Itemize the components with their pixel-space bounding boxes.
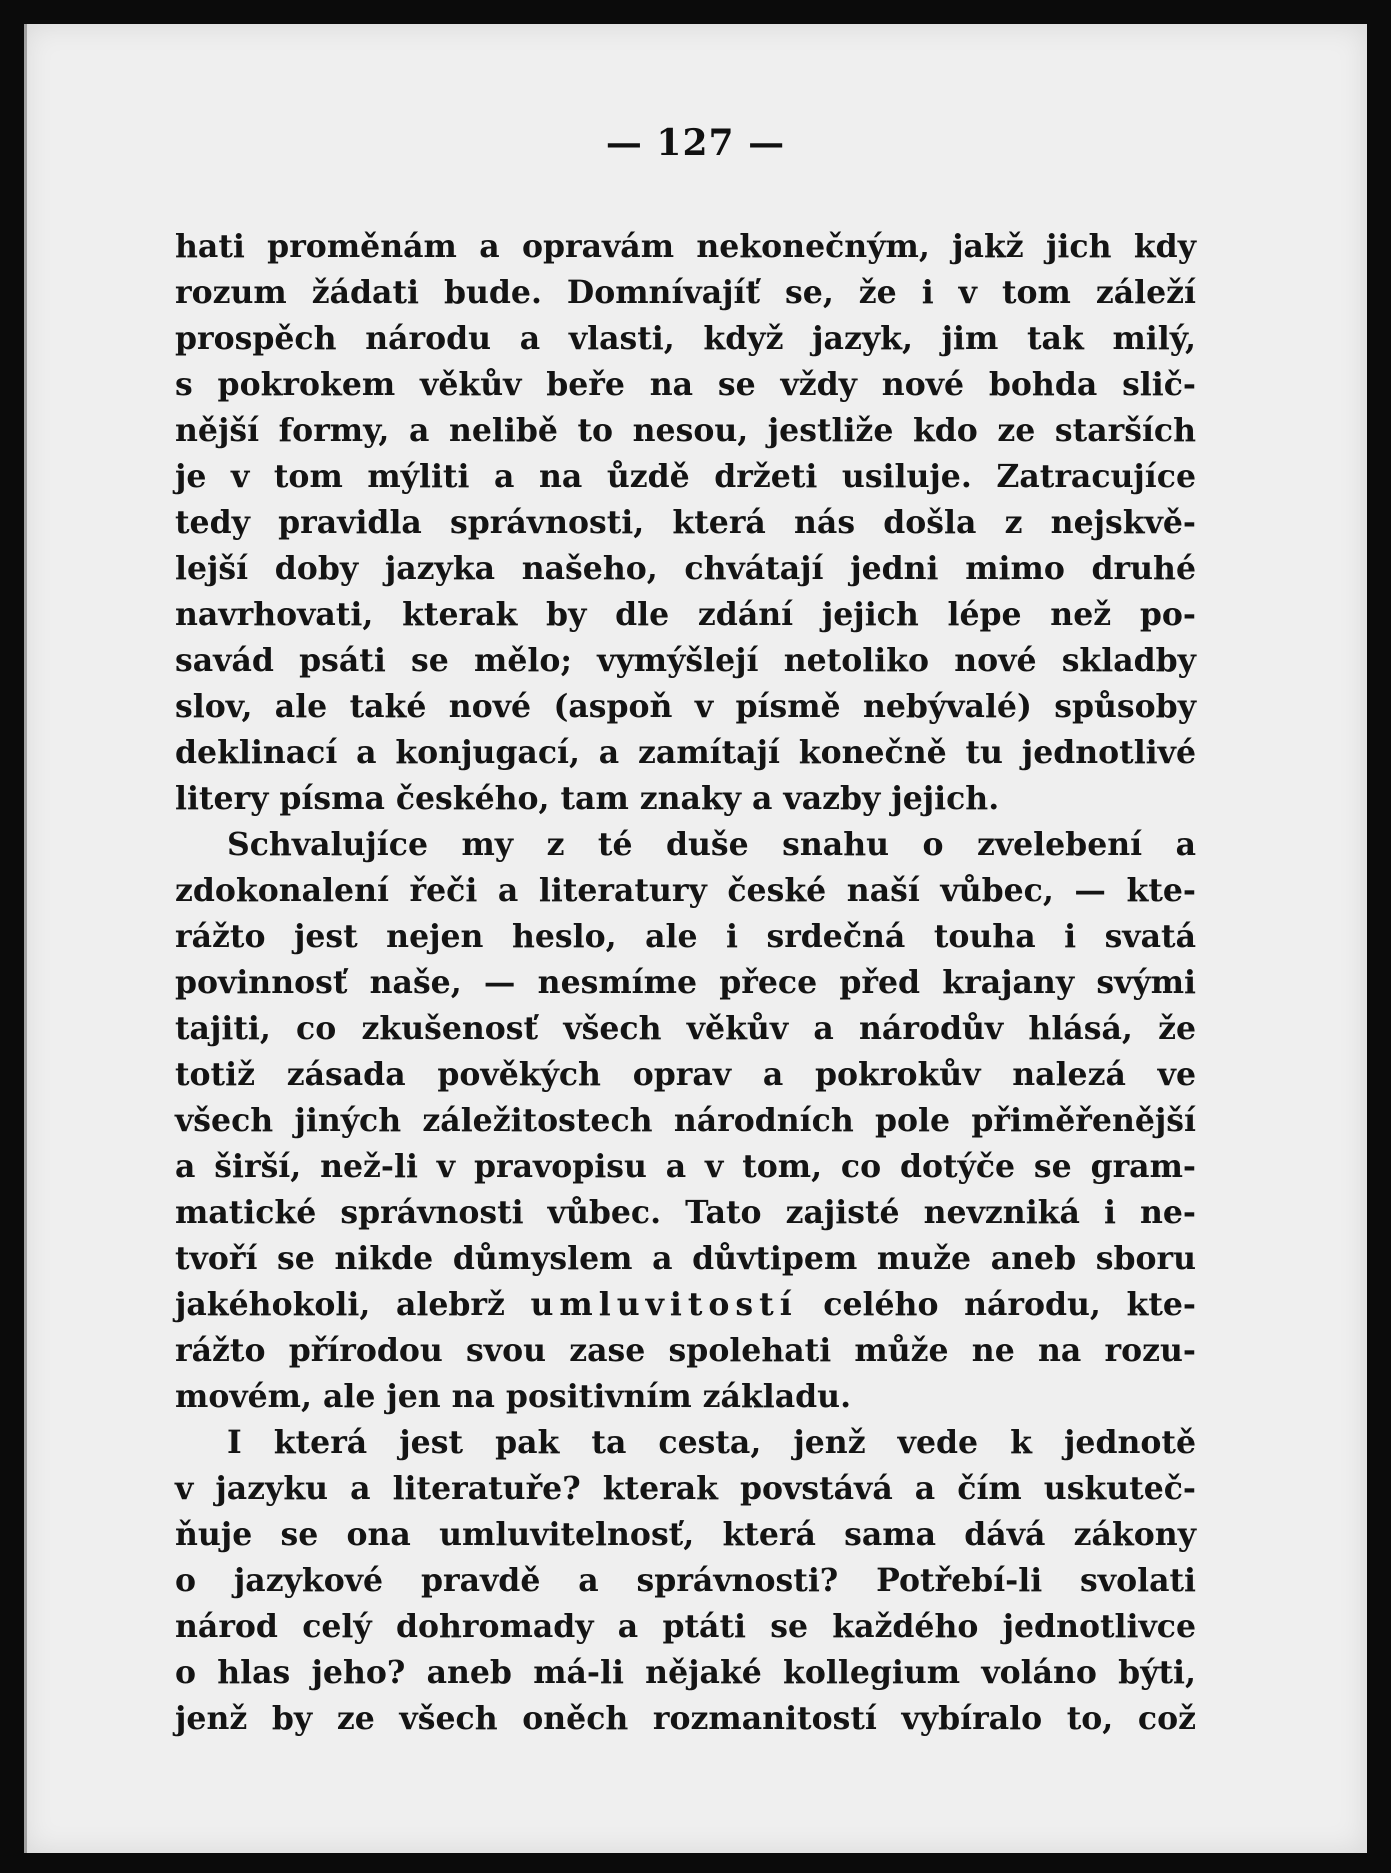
text-line: rážto přírodou svou zase spolehati může ne na rozu- — [175, 1332, 1196, 1369]
text-line: všech jiných záležitostech národních pole přiměřenější — [175, 1102, 1196, 1139]
text-line: zdokonalení řeči a literatury české naší vůbec, — kte- — [175, 872, 1196, 909]
text-line: o jazykové pravdě a správnosti? Potřebí-li svolati — [175, 1562, 1196, 1599]
text-line: lejší doby jazyka našeho, chvátají jedni mimo druhé — [175, 550, 1196, 587]
text-line: slov, ale také nové (aspoň v písmě nebývalé) spůsoby — [175, 688, 1196, 725]
text-line: s pokrokem věkův beře na se vždy nové bohda slič- — [175, 366, 1196, 403]
text-line: matické správnosti vůbec. Tato zajisté nevzniká i ne- — [175, 1194, 1196, 1231]
text-line: rozum žádati bude. Domnívajíť se, že i v tom záleží — [175, 274, 1196, 311]
text-line: hati proměnám a opravám nekonečným, jakž jich kdy — [175, 228, 1196, 265]
text-line: o hlas jeho? aneb má-li nějaké kollegium voláno býti, — [175, 1654, 1196, 1691]
text-line: tvoří se nikde důmyslem a důvtipem muže aneb sboru — [175, 1240, 1196, 1277]
page-gutter-edge — [24, 24, 27, 1853]
text-line: a širší, než-li v pravopisu a v tom, co dotýče se gram- — [175, 1148, 1196, 1185]
text-segment: celého národu, kte- — [797, 1286, 1196, 1323]
text-line: ňuje se ona umluvitelnosť, která sama dává zákony — [175, 1516, 1196, 1553]
text-line: tedy pravidla správnosti, která nás došla z nejskvě- — [175, 504, 1196, 541]
text-line: deklinací a konjugací, a zamítají konečně tu jednotlivé — [175, 734, 1196, 771]
text-line: prospěch národu a vlasti, když jazyk, jim tak milý, — [175, 320, 1196, 357]
text-line — [175, 1282, 1196, 1328]
page-number: — 127 — — [605, 122, 786, 164]
text-line: nější formy, a nelibě to nesou, jestliže kdo ze starších — [175, 412, 1196, 449]
text-line: v jazyku a literatuře? kterak povstává a čím uskuteč- — [175, 1470, 1196, 1507]
text-segment: jakéhokoli, alebrž — [175, 1286, 531, 1323]
text-line: totiž zásada pověkých oprav a pokrokův nalezá ve — [175, 1056, 1196, 1093]
text-line: litery písma českého, tam znaky a vazby jejich. — [175, 780, 1000, 817]
text-line: povinnosť naše, — nesmíme přece před krajany svými — [175, 964, 1196, 1001]
text-line: I která jest pak ta cesta, jenž vede k jednotě — [227, 1424, 1196, 1461]
text-line: tajiti, co zkušenosť všech věkův a národův hlásá, že — [175, 1010, 1196, 1047]
text-line: národ celý dohromady a ptáti se každého jednotlivce — [175, 1608, 1196, 1645]
body-text — [175, 224, 1196, 1742]
text-line: rážto jest nejen heslo, ale i srdečná touha i svatá — [175, 918, 1196, 955]
text-line: savád psáti se mělo; vymýšlejí netoliko nové skladby — [175, 642, 1196, 679]
text-line: Schvalujíce my z té duše snahu o zvelebení a — [227, 826, 1196, 863]
book-page — [24, 24, 1367, 1853]
emphasized-word: umluvitostí — [530, 1286, 798, 1323]
text-line: je v tom mýliti a na ůzdě držeti usiluje. Zatracujíce — [175, 458, 1196, 495]
text-line: movém, ale jen na positivním základu. — [175, 1378, 852, 1415]
text-line: navrhovati, kterak by dle zdání jejich lépe než po- — [175, 596, 1196, 633]
text-line: jenž by ze všech oněch rozmanitostí vybíralo to, což — [175, 1700, 1196, 1737]
